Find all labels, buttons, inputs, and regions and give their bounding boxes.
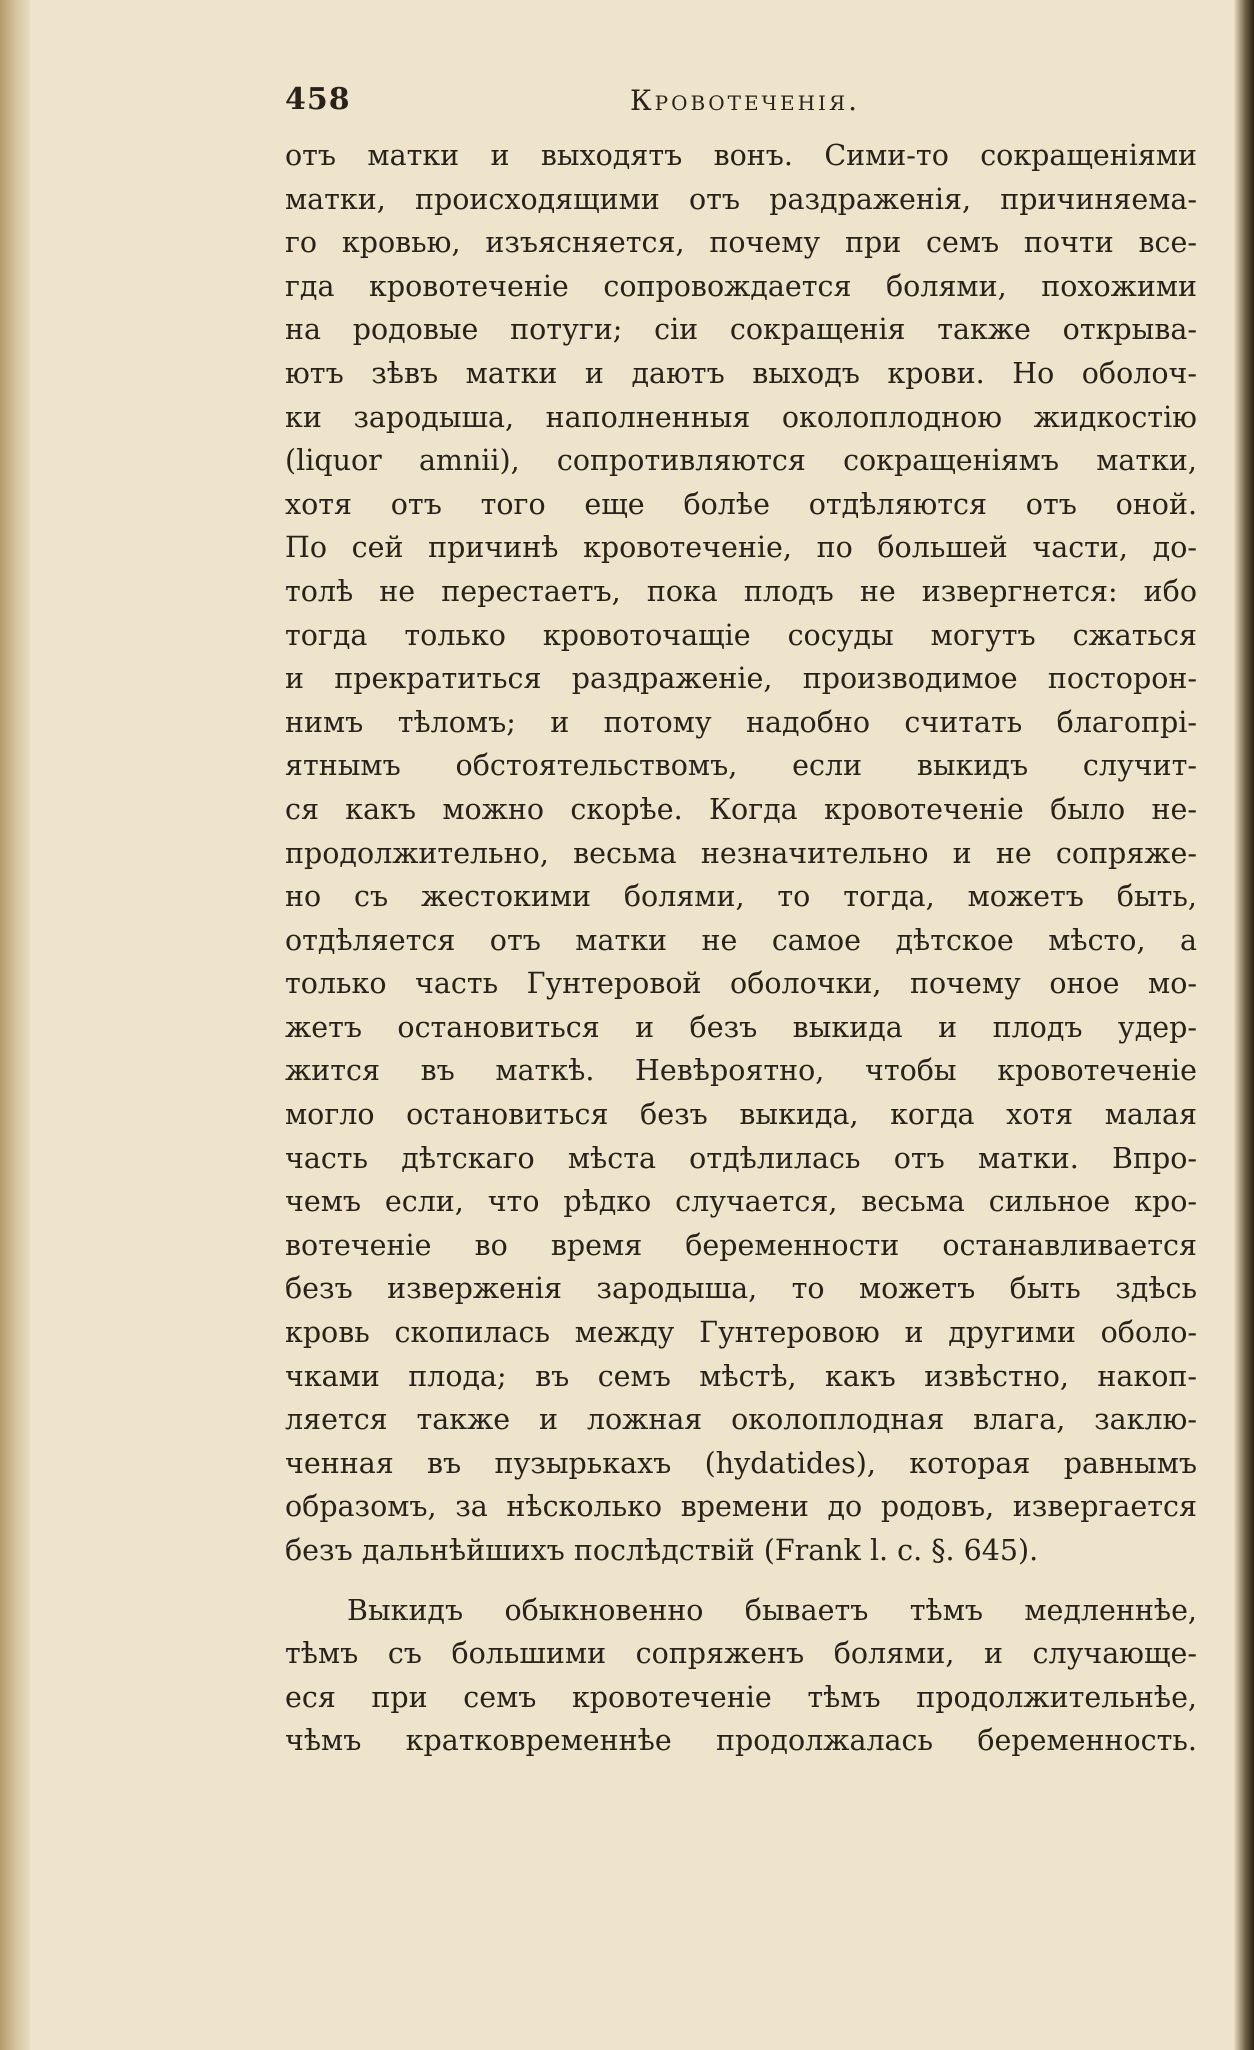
text-line: отъ матки и выходятъ вонъ. Сими-то сокращеніями xyxy=(285,139,1197,172)
paragraph-2 xyxy=(285,1589,1197,1763)
text-line: тогда только кровоточащіе сосуды могутъ сжаться xyxy=(285,618,1197,652)
text-line: По сей причинѣ кровотеченіе, по большей части, до- xyxy=(285,531,1197,565)
body-text xyxy=(285,134,1197,1763)
text-line: жится въ маткѣ. Невѣроятно, чтобы кровотеченіе xyxy=(285,1054,1197,1088)
text-line: жетъ остановиться и безъ выкида и плодъ удер- xyxy=(285,1010,1197,1044)
text-line: толѣ не перестаетъ, пока плодъ не извергнется: ибо xyxy=(285,574,1197,608)
book-gutter-left xyxy=(0,0,30,2050)
book-page xyxy=(30,0,1234,2050)
text-line: ютъ зѣвъ матки и даютъ выходъ крови. Но оболоч- xyxy=(285,356,1197,390)
text-line: на родовые потуги; сіи сокращенія также открыва- xyxy=(285,313,1197,347)
text-line: часть дѣтскаго мѣста отдѣлилась отъ матки. Впро- xyxy=(285,1141,1197,1175)
text-line: чками плода; въ семъ мѣстѣ, какъ извѣстно, накоп- xyxy=(285,1359,1197,1393)
text-line: тѣмъ съ большими сопряженъ болями, и случающе- xyxy=(285,1637,1197,1671)
text-line: продолжительно, весьма незначительно и не сопряже- xyxy=(285,836,1197,870)
text-line: ятнымъ обстоятельствомъ, если выкидъ случит- xyxy=(285,749,1197,783)
text-line: (liquor amnii), сопротивляются сокращеніямъ матки, xyxy=(285,444,1197,478)
text-line: ляется также и ложная околоплодная влага, заклю- xyxy=(285,1403,1197,1437)
text-line: ся какъ можно скорѣе. Когда кровотеченіе было не- xyxy=(285,792,1197,826)
text-line: вотеченіе во время беременности останавливается xyxy=(285,1228,1197,1262)
text-line: го кровью, изъясняется, почему при семъ почти все- xyxy=(285,226,1197,260)
text-line: чѣмъ кратковременнѣе продолжалась беременность. xyxy=(285,1724,1197,1758)
text-line: ки зародыша, наполненныя околоплодною жидкостію xyxy=(285,400,1197,434)
text-line: кровь скопилась между Гунтеровою и другими оболо- xyxy=(285,1316,1197,1350)
book-edge-right xyxy=(1234,0,1254,2050)
running-head: Кровотеченія. xyxy=(629,84,860,117)
text-line: гда кровотеченіе сопровождается болями, похожими xyxy=(285,269,1197,303)
text-line: безъ дальнѣйшихъ послѣдствій (Frank l. c. §. 645). xyxy=(285,1534,1039,1567)
text-line: отдѣляется отъ матки не самое дѣтское мѣсто, а xyxy=(285,923,1197,957)
text-line: могло остановиться безъ выкида, когда хотя малая xyxy=(285,1098,1197,1132)
text-line: безъ изверженія зародыша, то можетъ быть здѣсь xyxy=(285,1272,1197,1306)
text-line: нимъ тѣломъ; и потому надобно считать благопрі- xyxy=(285,705,1197,739)
text-line: еся при семъ кровотеченіе тѣмъ продолжительнѣе, xyxy=(285,1680,1197,1714)
page-number: 458 xyxy=(285,82,351,117)
text-line: чемъ если, что рѣдко случается, весьма сильное кро- xyxy=(285,1185,1197,1219)
text-line: ченная въ пузырькахъ (hydatides), которая равнымъ xyxy=(285,1446,1197,1480)
text-line: только часть Гунтеровой оболочки, почему оное мо- xyxy=(285,967,1197,1001)
page-header xyxy=(285,82,1205,122)
text-line: но съ жестокими болями, то тогда, можетъ быть, xyxy=(285,880,1197,914)
text-line: хотя отъ того еще болѣе отдѣляются отъ оной. xyxy=(285,487,1197,521)
paragraph-1 xyxy=(285,134,1197,1573)
text-line: матки, происходящими отъ раздраженія, причиняема- xyxy=(285,182,1197,216)
text-line: Выкидъ обыкновенно бываетъ тѣмъ медленнѣе, xyxy=(347,1593,1197,1627)
text-line: и прекратиться раздраженіе, производимое посторон- xyxy=(285,662,1197,696)
text-line: образомъ, за нѣсколько времени до родовъ, извергается xyxy=(285,1490,1197,1524)
